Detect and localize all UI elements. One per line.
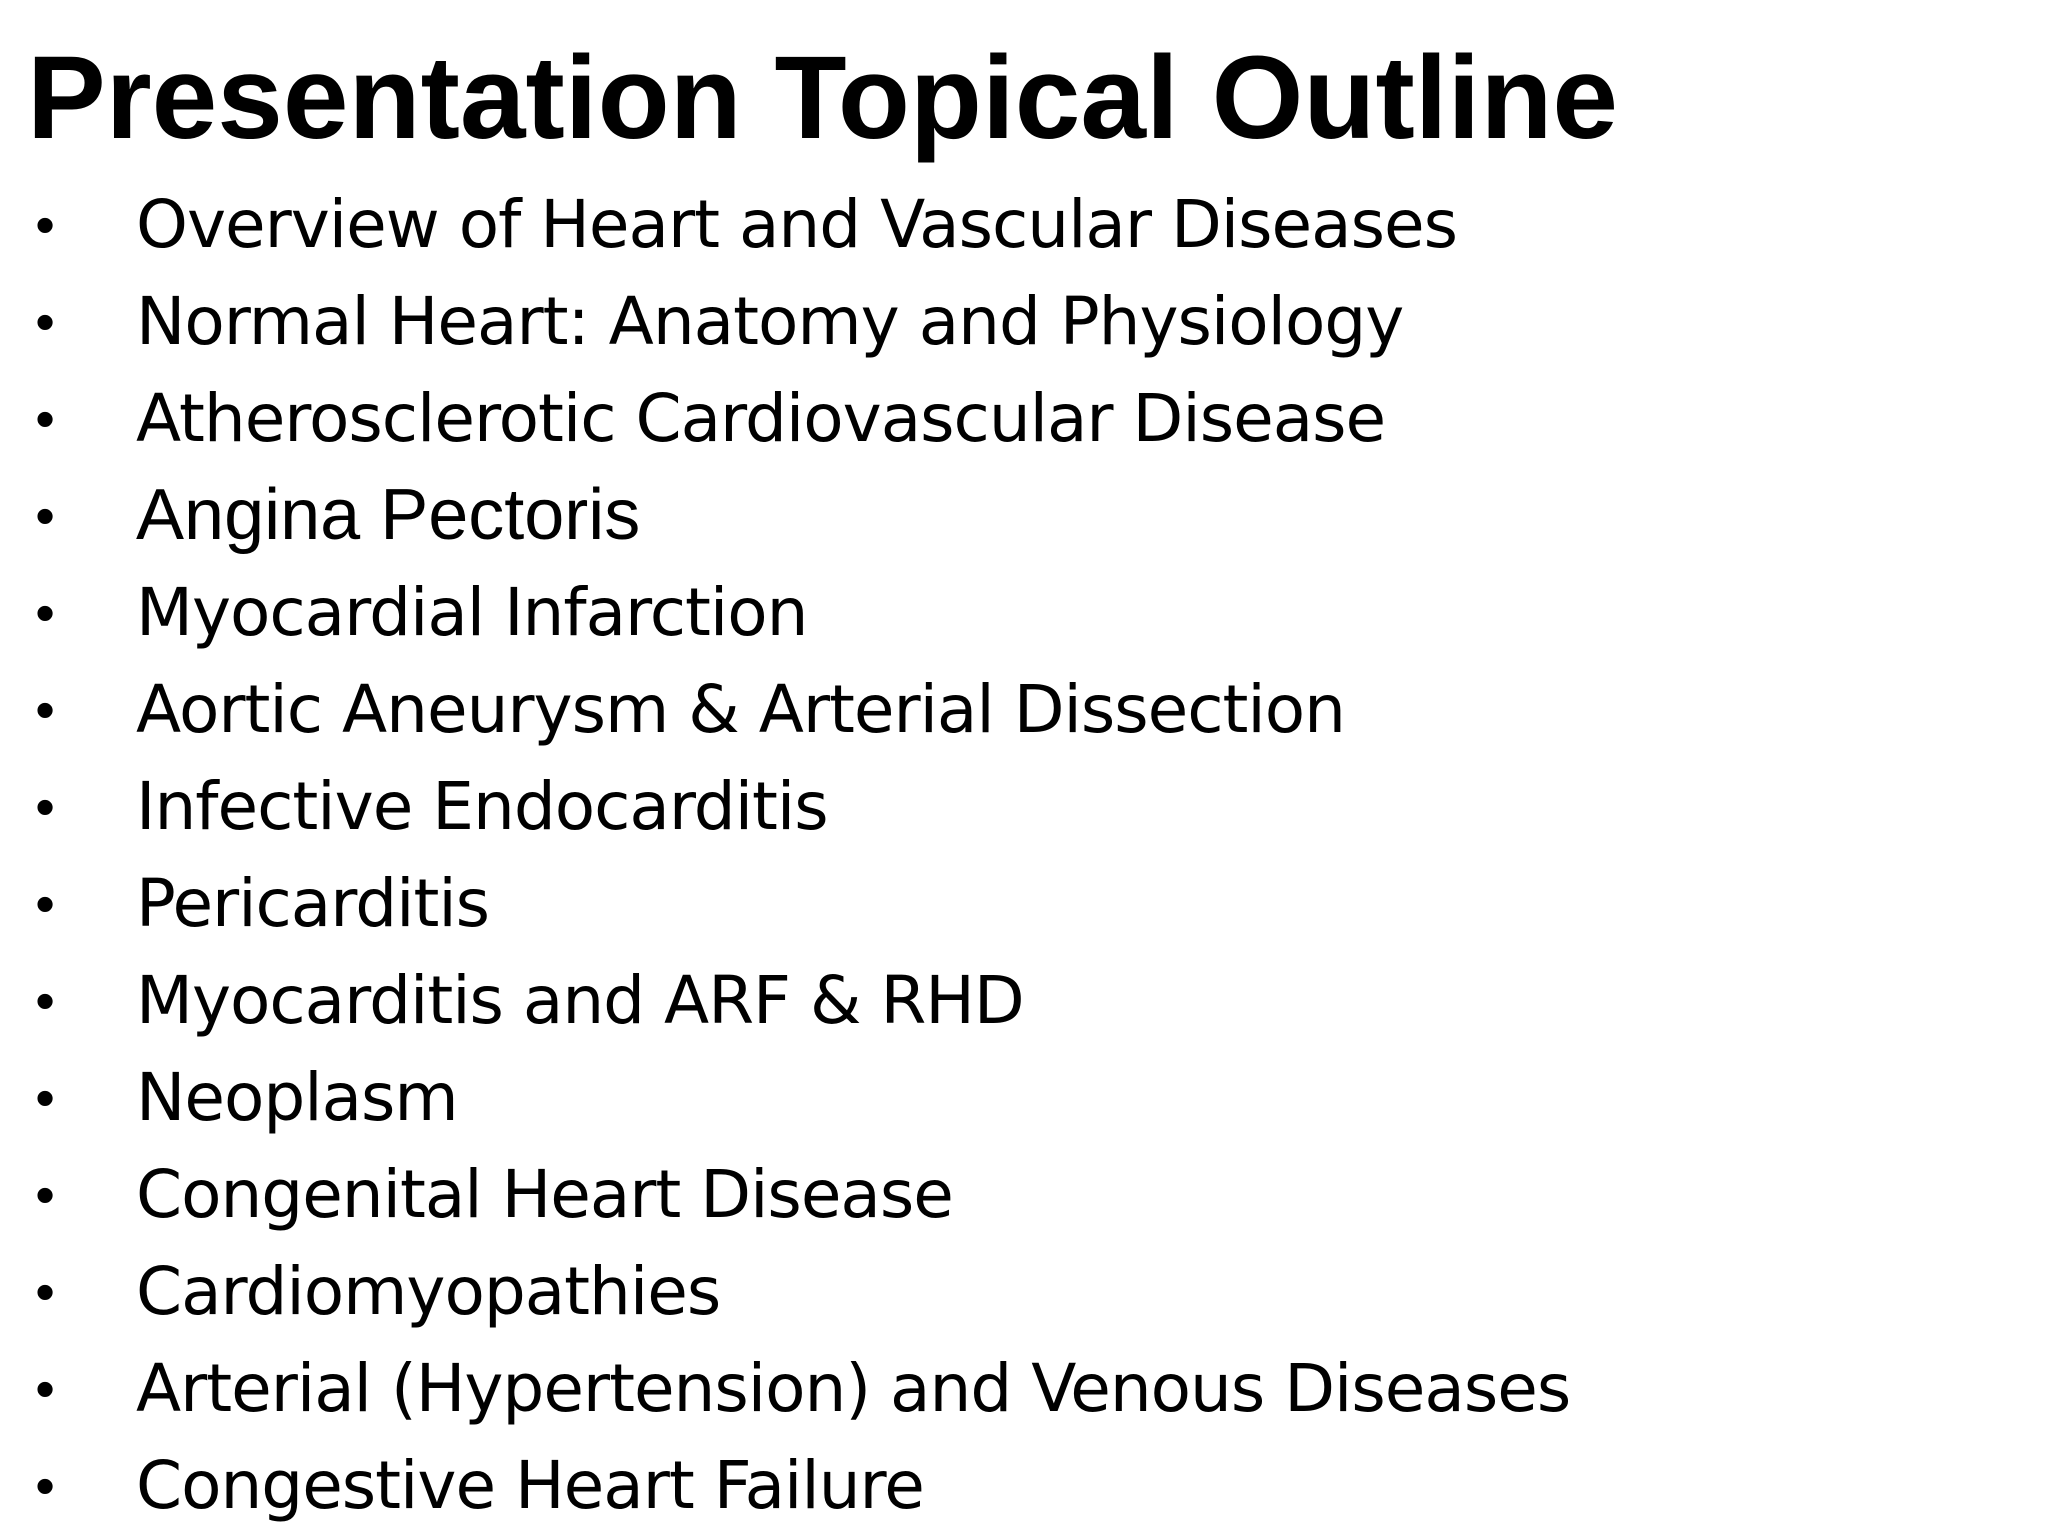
list-item-label: Myocardial Infarction [136, 574, 808, 651]
bullet-icon: • [35, 775, 55, 838]
bullet-icon: • [35, 872, 55, 935]
bullet-icon: • [35, 1454, 55, 1517]
list-item-label: Congestive Heart Failure [136, 1447, 924, 1524]
bullet-icon: • [35, 1163, 55, 1226]
list-item-label: Cardiomyopathies [136, 1253, 721, 1330]
list-item-label: Overview of Heart and Vascular Diseases [136, 186, 1457, 263]
bullet-icon: • [35, 1357, 55, 1420]
slide-title: Presentation Topical Outline [27, 32, 1619, 164]
list-item-label: Arterial (Hypertension) and Venous Diseases [136, 1350, 1571, 1427]
list-item-label: Myocarditis and ARF & RHD [136, 962, 1024, 1039]
list-item-label: Atherosclerotic Cardiovascular Disease [136, 380, 1386, 457]
list-item-label: Aortic Aneurysm & Arterial Dissection [136, 671, 1345, 748]
bullet-icon: • [35, 387, 55, 450]
list-item-label: Angina Pectoris [136, 475, 641, 555]
list-item-label: Normal Heart: Anatomy and Physiology [136, 283, 1404, 360]
list-item-label: Congenital Heart Disease [136, 1156, 953, 1233]
bullet-icon: • [35, 1260, 55, 1323]
bullet-icon: • [35, 969, 55, 1032]
bullet-icon: • [35, 678, 55, 741]
bullet-icon: • [35, 290, 55, 353]
list-item-label: Infective Endocarditis [136, 768, 828, 845]
bullet-icon: • [35, 581, 55, 644]
bullet-icon: • [35, 1066, 55, 1129]
list-item-label: Neoplasm [136, 1059, 458, 1136]
bullet-icon: • [35, 484, 55, 547]
bullet-icon: • [35, 193, 55, 256]
list-item-label: Pericarditis [136, 865, 490, 942]
